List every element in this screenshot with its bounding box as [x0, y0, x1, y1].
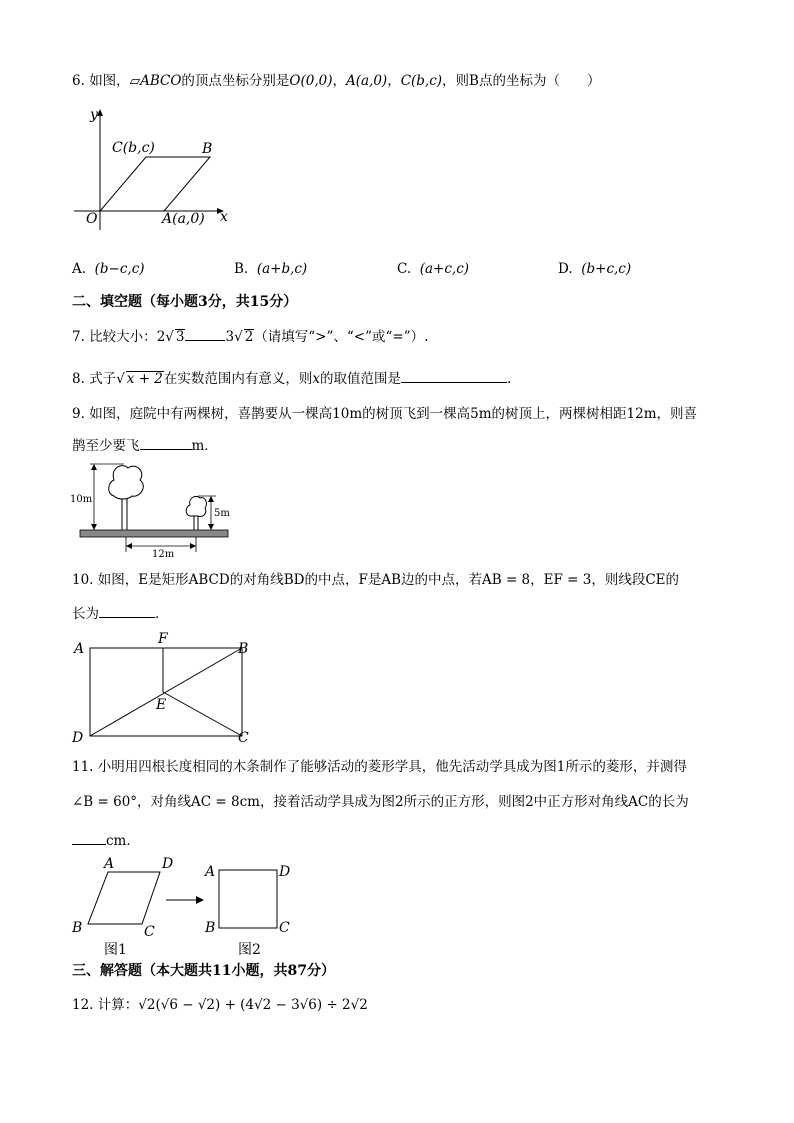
q10-fig-c: C [238, 730, 249, 746]
q9-answer-blank[interactable] [140, 435, 192, 450]
q6-figure [70, 105, 240, 235]
q10-text-2: 长为 [72, 606, 99, 622]
q11-fig2-caption: 图2 [238, 942, 261, 958]
q10-end: ． [155, 606, 169, 622]
q7-left-coef: 2 [156, 329, 166, 345]
q7-hint: （请填写“>”、“<”或“=”）. [254, 329, 429, 345]
q6-fig-y: y [90, 107, 98, 123]
q10-fig-a: A [74, 641, 85, 657]
q9-text-1: 如图，庭院中有两棵树，喜鹊要从一棵高10m的树顶飞到一棵高5m的树顶上，两棵树相距12m，则喜 [89, 406, 698, 422]
q8-lead: 式子 [89, 371, 117, 387]
q7-lead: 比较大小： [89, 329, 157, 345]
q12-number: 12. [72, 997, 94, 1013]
q11-fig1-a: A [104, 856, 115, 872]
q9-figure [70, 458, 232, 558]
q6-point-a: A(a,0) [345, 73, 388, 89]
q6-number: 6. [72, 73, 85, 89]
option-text: (b+c,c) [581, 261, 632, 277]
q7-stem: 7. 比较大小：2√ 3 3√ 2（请填写“>”、“<”或“=”）. [72, 326, 428, 346]
q12-label: 计算： [97, 997, 139, 1013]
option-key: B. [234, 261, 249, 277]
q10-fig-b: B [238, 641, 249, 657]
q12-stem [72, 996, 368, 1014]
q11-text-2: ∠B = 60°，对角线AC = 8cm，接着活动学具成为图2所示的正方形，则图2中正方形对角线AC的长为 [72, 794, 689, 810]
q7-answer-blank[interactable] [185, 326, 225, 341]
q10-figure [70, 628, 260, 748]
q8-radicand: x + 2 [126, 371, 163, 387]
section-2-heading: 二、填空题（每小题3分，共15分） [72, 294, 298, 310]
q6-point-o: O(0,0) [289, 73, 333, 89]
q10-fig-e: E [156, 697, 167, 713]
q10-text-1: 如图，E是矩形ABCD的对角线BD的中点，F是AB边的中点，若AB = 8，EF = 3，则线段CE的 [97, 572, 680, 588]
option-key: D. [558, 261, 573, 277]
q8-number: 8. [72, 371, 85, 387]
q9-fig-d: 12m [152, 549, 175, 558]
q6-tail: ，则B点的坐标为（ ） [442, 73, 601, 89]
q6-fig-c: C(b,c) [112, 140, 155, 156]
q6-mid: 的顶点坐标分别是 [181, 73, 290, 89]
q6-option-b[interactable] [234, 260, 307, 278]
q6-fig-a: A(a,0) [162, 211, 205, 227]
q7-right-radicand: 2 [244, 329, 254, 345]
q6-sep2: ， [387, 73, 401, 89]
q9-line1 [72, 405, 697, 423]
q9-line2 [72, 435, 218, 455]
q6-option-d[interactable] [558, 260, 631, 278]
q7-right-coef: 3 [225, 329, 235, 345]
option-key: C. [397, 261, 412, 277]
q10-line2 [72, 603, 169, 623]
q6-option-c[interactable] [397, 260, 469, 278]
q11-fig1-c: C [144, 924, 155, 940]
q11-line3 [72, 830, 140, 850]
q11-line2 [72, 793, 689, 811]
q11-number: 11. [72, 759, 94, 775]
q11-fig2-b: B [205, 920, 216, 936]
q9-unit: m． [191, 438, 218, 454]
q6-point-c: C(b,c) [400, 73, 443, 89]
q6-shape: ▱ABCO [129, 73, 182, 89]
q8-mid: 在实数范围内有意义，则 [163, 371, 313, 387]
q6-stem [72, 72, 600, 90]
q11-fig1-caption: 图1 [104, 942, 127, 958]
q6-fig-x: x [220, 209, 228, 225]
q8-var: x [312, 371, 321, 387]
q8-answer-blank[interactable] [401, 368, 507, 383]
q11-unit: cm． [106, 833, 140, 849]
option-text: (a+b,c) [256, 261, 308, 277]
q11-line1 [72, 758, 687, 776]
q11-fig1-b: B [72, 920, 83, 936]
q6-intro: 如图， [89, 73, 130, 89]
q6-sep1: ， [332, 73, 346, 89]
q11-fig2-c: C [279, 920, 290, 936]
q9-fig-h2: 5m [214, 508, 230, 519]
q6-fig-o: O [86, 211, 98, 227]
q10-line1 [72, 571, 679, 589]
option-key: A. [72, 261, 87, 277]
q10-answer-blank[interactable] [99, 603, 155, 618]
q6-fig-b: B [202, 141, 213, 157]
q9-text-2: 鹊至少要飞 [72, 438, 140, 454]
q11-fig1-d: D [162, 856, 174, 872]
q11-fig2-d: D [279, 864, 291, 880]
q10-fig-d: D [72, 730, 84, 746]
q8-tail: 的取值范围是 [320, 371, 402, 387]
option-text: (a+c,c) [419, 261, 470, 277]
q9-number: 9. [72, 406, 85, 422]
q11-figure [68, 852, 308, 960]
q10-number: 10. [72, 572, 94, 588]
q11-text-1: 小明用四根长度相同的木条制作了能够活动的菱形学具，他先活动学具成为图1所示的菱形，并测得 [97, 759, 687, 775]
q11-answer-blank[interactable] [72, 830, 106, 845]
option-text: (b−c,c) [94, 261, 145, 277]
q10-fig-f: F [158, 631, 168, 647]
q8-end: . [507, 371, 512, 387]
q7-number: 7. [72, 329, 85, 345]
section-3-heading: 三、解答题（本大题共11小题，共87分） [72, 963, 335, 979]
q7-left-radicand: 3 [175, 329, 185, 345]
q6-option-a[interactable] [72, 260, 145, 278]
q8-stem: 8. 式子√ x + 2在实数范围内有意义，则x的取值范围是 . [72, 368, 511, 388]
q11-fig2-a: A [205, 864, 216, 880]
q9-fig-h1: 10m [70, 494, 93, 505]
q12-expression: √2(√6 − √2) + (4√2 − 3√6) ÷ 2√2 [138, 997, 368, 1013]
